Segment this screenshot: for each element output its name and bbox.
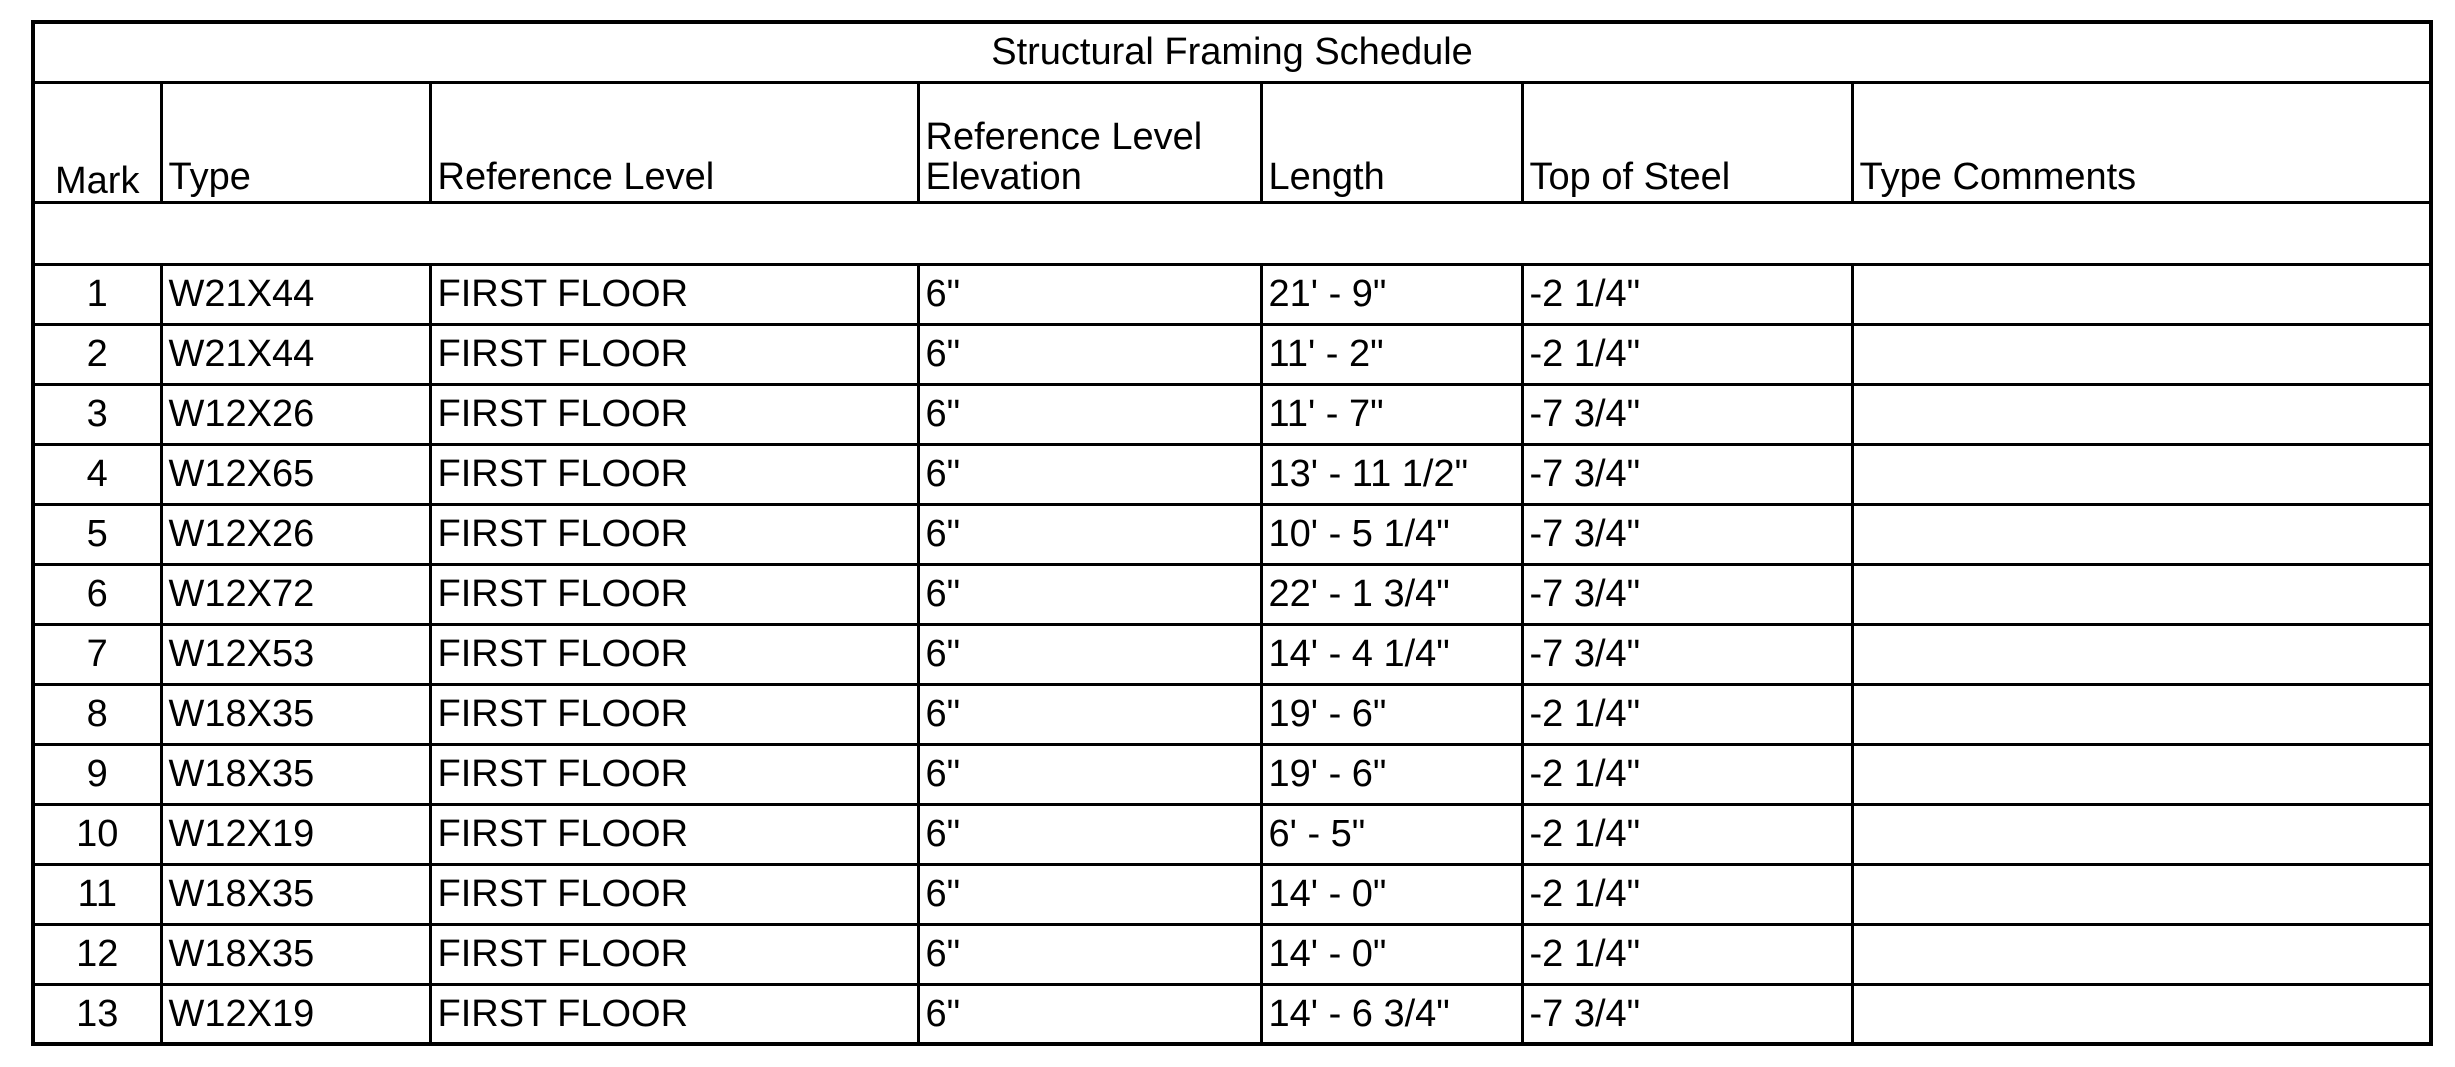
cell-reference-level-elevation: 6" [918,804,1261,864]
cell-mark: 9 [33,744,161,804]
cell-length: 21' - 9" [1261,264,1522,324]
cell-top-of-steel: -7 3/4" [1522,444,1852,504]
cell-type: W21X44 [161,324,430,384]
cell-type: W12X53 [161,624,430,684]
cell-mark: 13 [33,984,161,1044]
cell-type: W12X19 [161,804,430,864]
cell-reference-level: FIRST FLOOR [430,444,918,504]
cell-type-comments [1852,444,2431,504]
cell-length: 14' - 0" [1261,864,1522,924]
cell-reference-level: FIRST FLOOR [430,264,918,324]
table-row [33,684,2431,744]
cell-reference-level: FIRST FLOOR [430,324,918,384]
cell-top-of-steel: -2 1/4" [1522,264,1852,324]
cell-mark: 4 [33,444,161,504]
cell-type-comments [1852,744,2431,804]
spacer-cell [33,202,2431,264]
cell-type: W12X72 [161,564,430,624]
cell-length: 22' - 1 3/4" [1261,564,1522,624]
cell-reference-level-elevation: 6" [918,324,1261,384]
cell-length: 14' - 0" [1261,924,1522,984]
table-row [33,744,2431,804]
table-row [33,504,2431,564]
column-header-mark: Mark [33,82,161,202]
table-row [33,324,2431,384]
cell-type: W18X35 [161,864,430,924]
cell-type-comments [1852,504,2431,564]
header-row [33,82,2431,202]
cell-reference-level: FIRST FLOOR [430,804,918,864]
cell-reference-level: FIRST FLOOR [430,504,918,564]
column-header-type: Type [161,82,430,202]
cell-type-comments [1852,864,2431,924]
column-header-reference-level: Reference Level [430,82,918,202]
cell-reference-level: FIRST FLOOR [430,864,918,924]
cell-type-comments [1852,624,2431,684]
cell-top-of-steel: -2 1/4" [1522,804,1852,864]
cell-length: 11' - 2" [1261,324,1522,384]
cell-type: W12X26 [161,384,430,444]
cell-top-of-steel: -7 3/4" [1522,564,1852,624]
cell-mark: 11 [33,864,161,924]
cell-top-of-steel: -2 1/4" [1522,864,1852,924]
cell-length: 6' - 5" [1261,804,1522,864]
cell-mark: 2 [33,324,161,384]
cell-mark: 6 [33,564,161,624]
spacer-row [33,202,2431,264]
cell-mark: 8 [33,684,161,744]
cell-mark: 12 [33,924,161,984]
cell-length: 11' - 7" [1261,384,1522,444]
cell-reference-level-elevation: 6" [918,924,1261,984]
table-row [33,624,2431,684]
cell-mark: 3 [33,384,161,444]
cell-type: W18X35 [161,924,430,984]
table-row [33,564,2431,624]
table-row [33,864,2431,924]
cell-type-comments [1852,804,2431,864]
cell-reference-level-elevation: 6" [918,564,1261,624]
cell-top-of-steel: -2 1/4" [1522,324,1852,384]
cell-top-of-steel: -2 1/4" [1522,924,1852,984]
cell-mark: 5 [33,504,161,564]
cell-type-comments [1852,684,2431,744]
table-row [33,984,2431,1044]
cell-mark: 10 [33,804,161,864]
cell-top-of-steel: -2 1/4" [1522,684,1852,744]
cell-length: 14' - 6 3/4" [1261,984,1522,1044]
cell-top-of-steel: -2 1/4" [1522,744,1852,804]
structural-framing-schedule-table [31,20,2433,1046]
cell-reference-level-elevation: 6" [918,384,1261,444]
cell-type-comments [1852,324,2431,384]
cell-reference-level-elevation: 6" [918,624,1261,684]
cell-type: W12X26 [161,504,430,564]
cell-type-comments [1852,384,2431,444]
cell-type-comments [1852,564,2431,624]
cell-type-comments [1852,924,2431,984]
cell-type-comments [1852,984,2431,1044]
cell-reference-level-elevation: 6" [918,264,1261,324]
cell-type: W21X44 [161,264,430,324]
column-header-reference-level-elevation: Reference Level Elevation [918,82,1261,202]
cell-reference-level: FIRST FLOOR [430,624,918,684]
cell-length: 10' - 5 1/4" [1261,504,1522,564]
column-header-length: Length [1261,82,1522,202]
cell-reference-level-elevation: 6" [918,444,1261,504]
cell-top-of-steel: -7 3/4" [1522,384,1852,444]
cell-type: W12X19 [161,984,430,1044]
table-row [33,384,2431,444]
cell-length: 19' - 6" [1261,684,1522,744]
cell-length: 13' - 11 1/2" [1261,444,1522,504]
cell-reference-level: FIRST FLOOR [430,384,918,444]
column-header-top-of-steel: Top of Steel [1522,82,1852,202]
cell-length: 14' - 4 1/4" [1261,624,1522,684]
cell-type: W18X35 [161,684,430,744]
cell-reference-level: FIRST FLOOR [430,924,918,984]
cell-reference-level: FIRST FLOOR [430,984,918,1044]
cell-mark: 7 [33,624,161,684]
table-row [33,264,2431,324]
table-row [33,924,2431,984]
title-row [33,22,2431,82]
table-row [33,804,2431,864]
cell-length: 19' - 6" [1261,744,1522,804]
cell-reference-level: FIRST FLOOR [430,564,918,624]
cell-mark: 1 [33,264,161,324]
cell-reference-level-elevation: 6" [918,864,1261,924]
cell-reference-level: FIRST FLOOR [430,744,918,804]
cell-top-of-steel: -7 3/4" [1522,984,1852,1044]
cell-top-of-steel: -7 3/4" [1522,624,1852,684]
cell-reference-level: FIRST FLOOR [430,684,918,744]
table-row [33,444,2431,504]
cell-top-of-steel: -7 3/4" [1522,504,1852,564]
schedule-title: Structural Framing Schedule [33,22,2431,82]
cell-reference-level-elevation: 6" [918,984,1261,1044]
cell-type: W12X65 [161,444,430,504]
column-header-type-comments: Type Comments [1852,82,2431,202]
cell-reference-level-elevation: 6" [918,504,1261,564]
cell-reference-level-elevation: 6" [918,744,1261,804]
cell-type: W18X35 [161,744,430,804]
cell-reference-level-elevation: 6" [918,684,1261,744]
cell-type-comments [1852,264,2431,324]
